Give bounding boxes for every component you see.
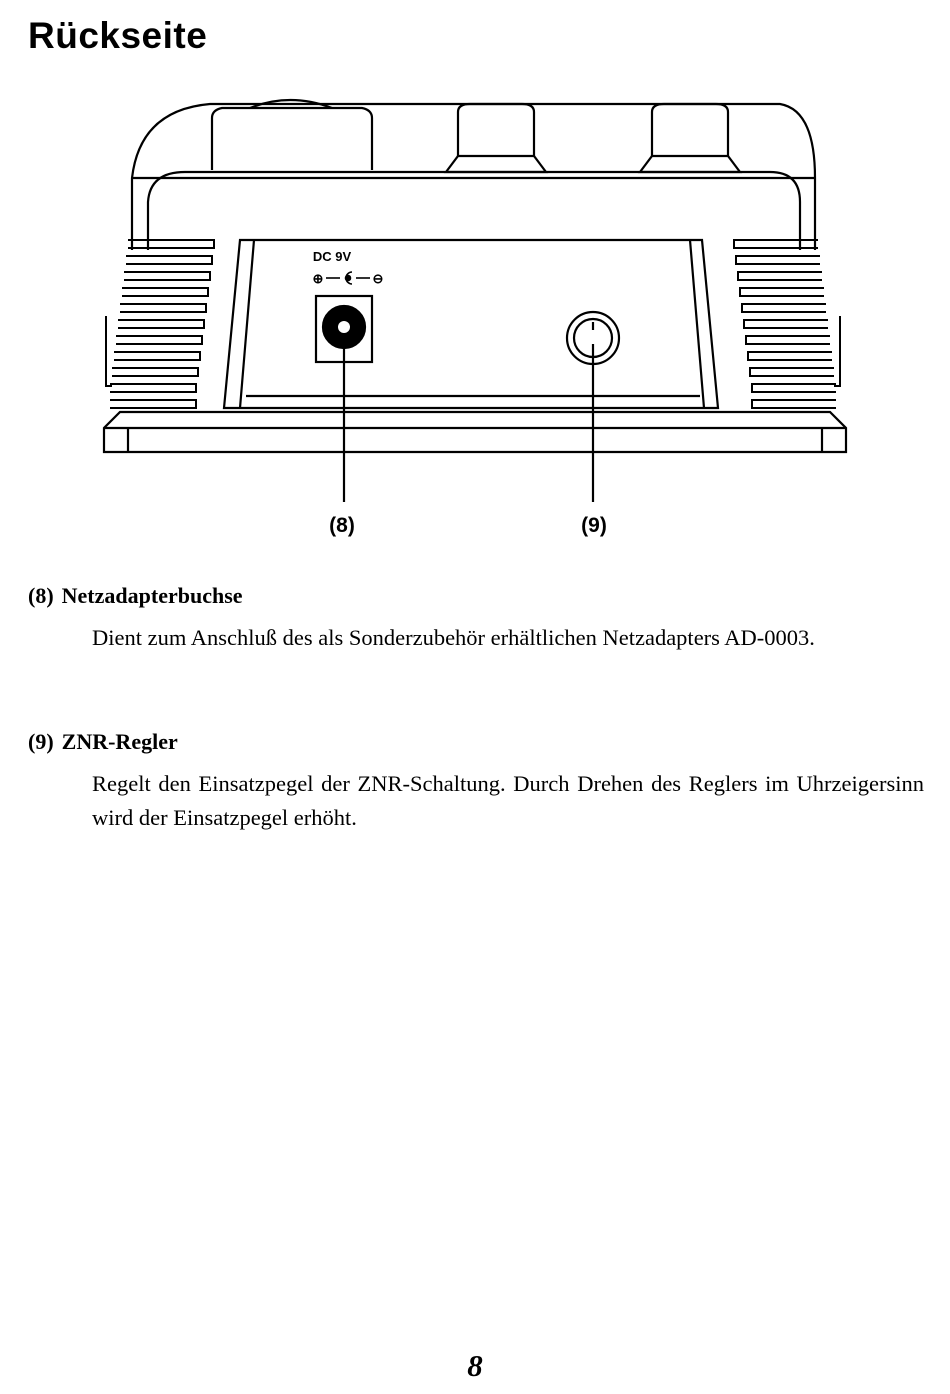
section-body: Dient zum Anschluß des als Sonderzubehör erhältlichen Netzadapters AD-0003.: [92, 625, 815, 651]
vent-left: [106, 240, 214, 408]
top-knob-left: [212, 100, 372, 170]
section-body: Regelt den Einsatzpegel der ZNR-Schaltung. Durch Drehen des Reglers im Uhrzeigersinn wird der Einsatzpegel erhöht.: [92, 771, 924, 831]
polarity-plus-symbol: ⊕: [312, 271, 324, 286]
section-number: (8): [28, 583, 54, 608]
section-number: (9): [28, 729, 54, 754]
polarity-minus-symbol: ⊖: [372, 271, 384, 286]
top-knob-right: [640, 104, 740, 172]
section-heading: [28, 583, 924, 609]
page-title: Rückseite: [28, 15, 208, 56]
callout-8: (8): [329, 514, 355, 537]
page-number: 8: [467, 1348, 483, 1383]
callout-9: (9): [581, 514, 607, 537]
vent-right: [734, 240, 840, 408]
section-heading-text: ZNR-Regler: [61, 729, 178, 754]
dc-9v-label: DC 9V: [312, 249, 352, 264]
base: [104, 412, 846, 452]
section-heading: [28, 729, 924, 755]
polarity-symbol: [326, 272, 370, 284]
housing: [132, 104, 815, 250]
rear-panel: [224, 240, 718, 408]
section-znr-regler: [28, 729, 924, 835]
device-rear-drawing: [0, 90, 950, 550]
top-knob-middle: [446, 104, 546, 172]
section-heading-text: Netzadapterbuchse: [61, 583, 243, 608]
section-netzadapterbuchse: [28, 583, 924, 655]
rear-panel-illustration: [0, 90, 950, 550]
